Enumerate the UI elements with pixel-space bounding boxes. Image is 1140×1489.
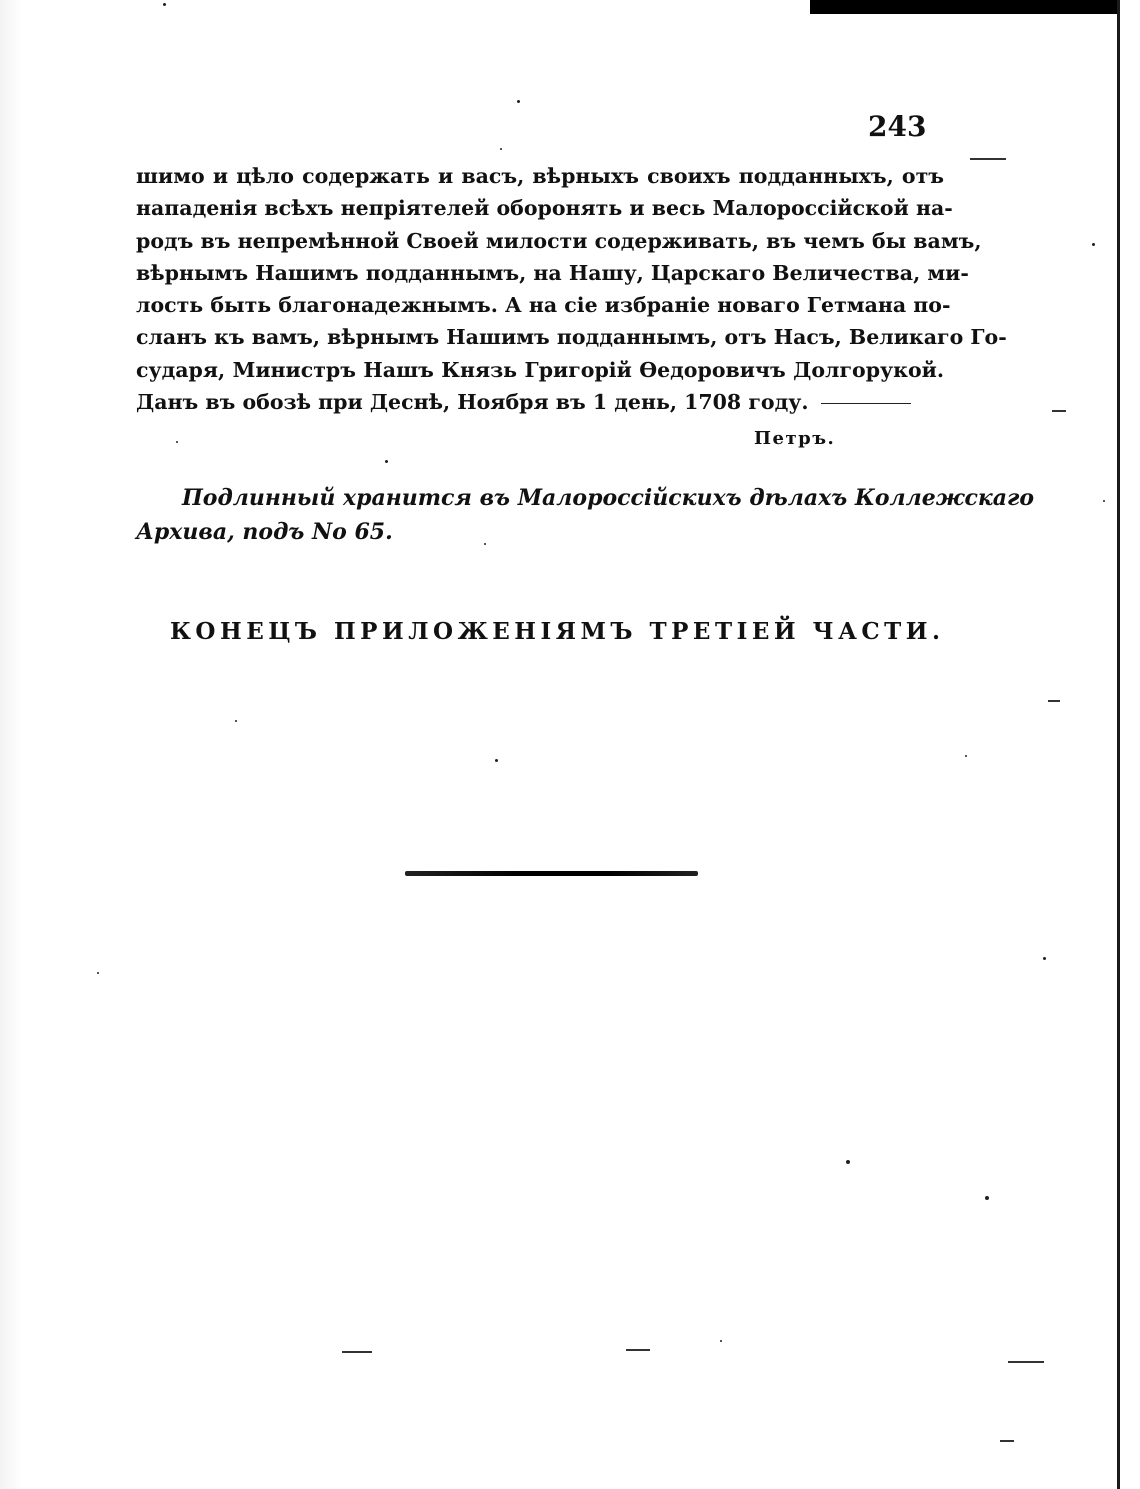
archive-note bbox=[136, 481, 1035, 549]
scan-speck bbox=[720, 1340, 722, 1342]
scan-dash bbox=[1000, 1440, 1014, 1442]
page-number: 243 bbox=[868, 110, 927, 143]
scan-speck bbox=[1092, 243, 1095, 246]
scan-left-edge bbox=[0, 0, 22, 1489]
scan-top-border bbox=[810, 0, 1120, 14]
scan-speck bbox=[965, 755, 967, 757]
body-line: нападенія всѣхъ непріятелей оборонять и весь Малороссійской на- bbox=[136, 196, 953, 221]
body-line: сланъ къ вамъ, вѣрнымъ Нашимъ подданнымъ, отъ Насъ, Великаго Го- bbox=[136, 325, 1007, 350]
scan-speck bbox=[495, 759, 498, 762]
scan-speck bbox=[500, 148, 502, 150]
scan-speck bbox=[1103, 500, 1105, 502]
archive-note-line-1: Подлинный хранится въ Малороссійскихъ дѣлахъ Коллежскаго bbox=[182, 485, 1035, 511]
scan-right-edge bbox=[1117, 0, 1120, 1489]
scan-speck bbox=[176, 441, 178, 443]
scan-speck bbox=[235, 720, 237, 722]
body-line: шимо и цѣло содержать и васъ, вѣрныхъ своихъ подданныхъ, отъ bbox=[136, 164, 944, 188]
scan-speck bbox=[97, 972, 99, 974]
scan-speck bbox=[517, 100, 520, 103]
scan-speck bbox=[846, 1160, 850, 1164]
body-line: родъ въ непремѣнной Своей милости содерживать, въ чемъ бы вамъ, bbox=[136, 228, 982, 253]
scan-speck bbox=[484, 543, 486, 545]
scan-speck bbox=[163, 3, 166, 6]
body-line: вѣрнымъ Нашимъ подданнымъ, на Нашу, Царскаго Величества, ми- bbox=[136, 260, 969, 285]
scan-speck bbox=[385, 460, 388, 463]
scan-speck bbox=[1043, 957, 1046, 960]
section-end-rule bbox=[405, 871, 698, 876]
body-line: сударя, Министръ Нашъ Князь Григорій Өедоровичъ Долгорукой. bbox=[136, 357, 944, 382]
body-text bbox=[136, 160, 1007, 418]
body-line-last-text: Данъ въ обозѣ при Деснѣ, Ноября въ 1 день, 1708 году. bbox=[136, 390, 809, 415]
archive-note-line-2: Архива, подъ No 65. bbox=[136, 519, 393, 545]
body-line: лость быть благонадежнымъ. А на сіе избраніе новаго Гетмана по- bbox=[136, 293, 951, 318]
body-line-last bbox=[136, 386, 944, 418]
scan-dash bbox=[970, 158, 1006, 160]
scan-dash bbox=[1048, 700, 1060, 702]
line-end-rule bbox=[821, 403, 911, 405]
scan-dash bbox=[1008, 1361, 1044, 1363]
end-heading: КОНЕЦЪ ПРИЛОЖЕНІЯМЪ ТРЕТІЕЙ ЧАСТИ. bbox=[170, 618, 945, 645]
scan-dash bbox=[342, 1351, 372, 1353]
signature: Петръ. bbox=[754, 428, 836, 449]
scan-dash bbox=[1052, 410, 1066, 412]
scan-dash bbox=[626, 1349, 650, 1351]
scan-speck bbox=[985, 1196, 989, 1200]
